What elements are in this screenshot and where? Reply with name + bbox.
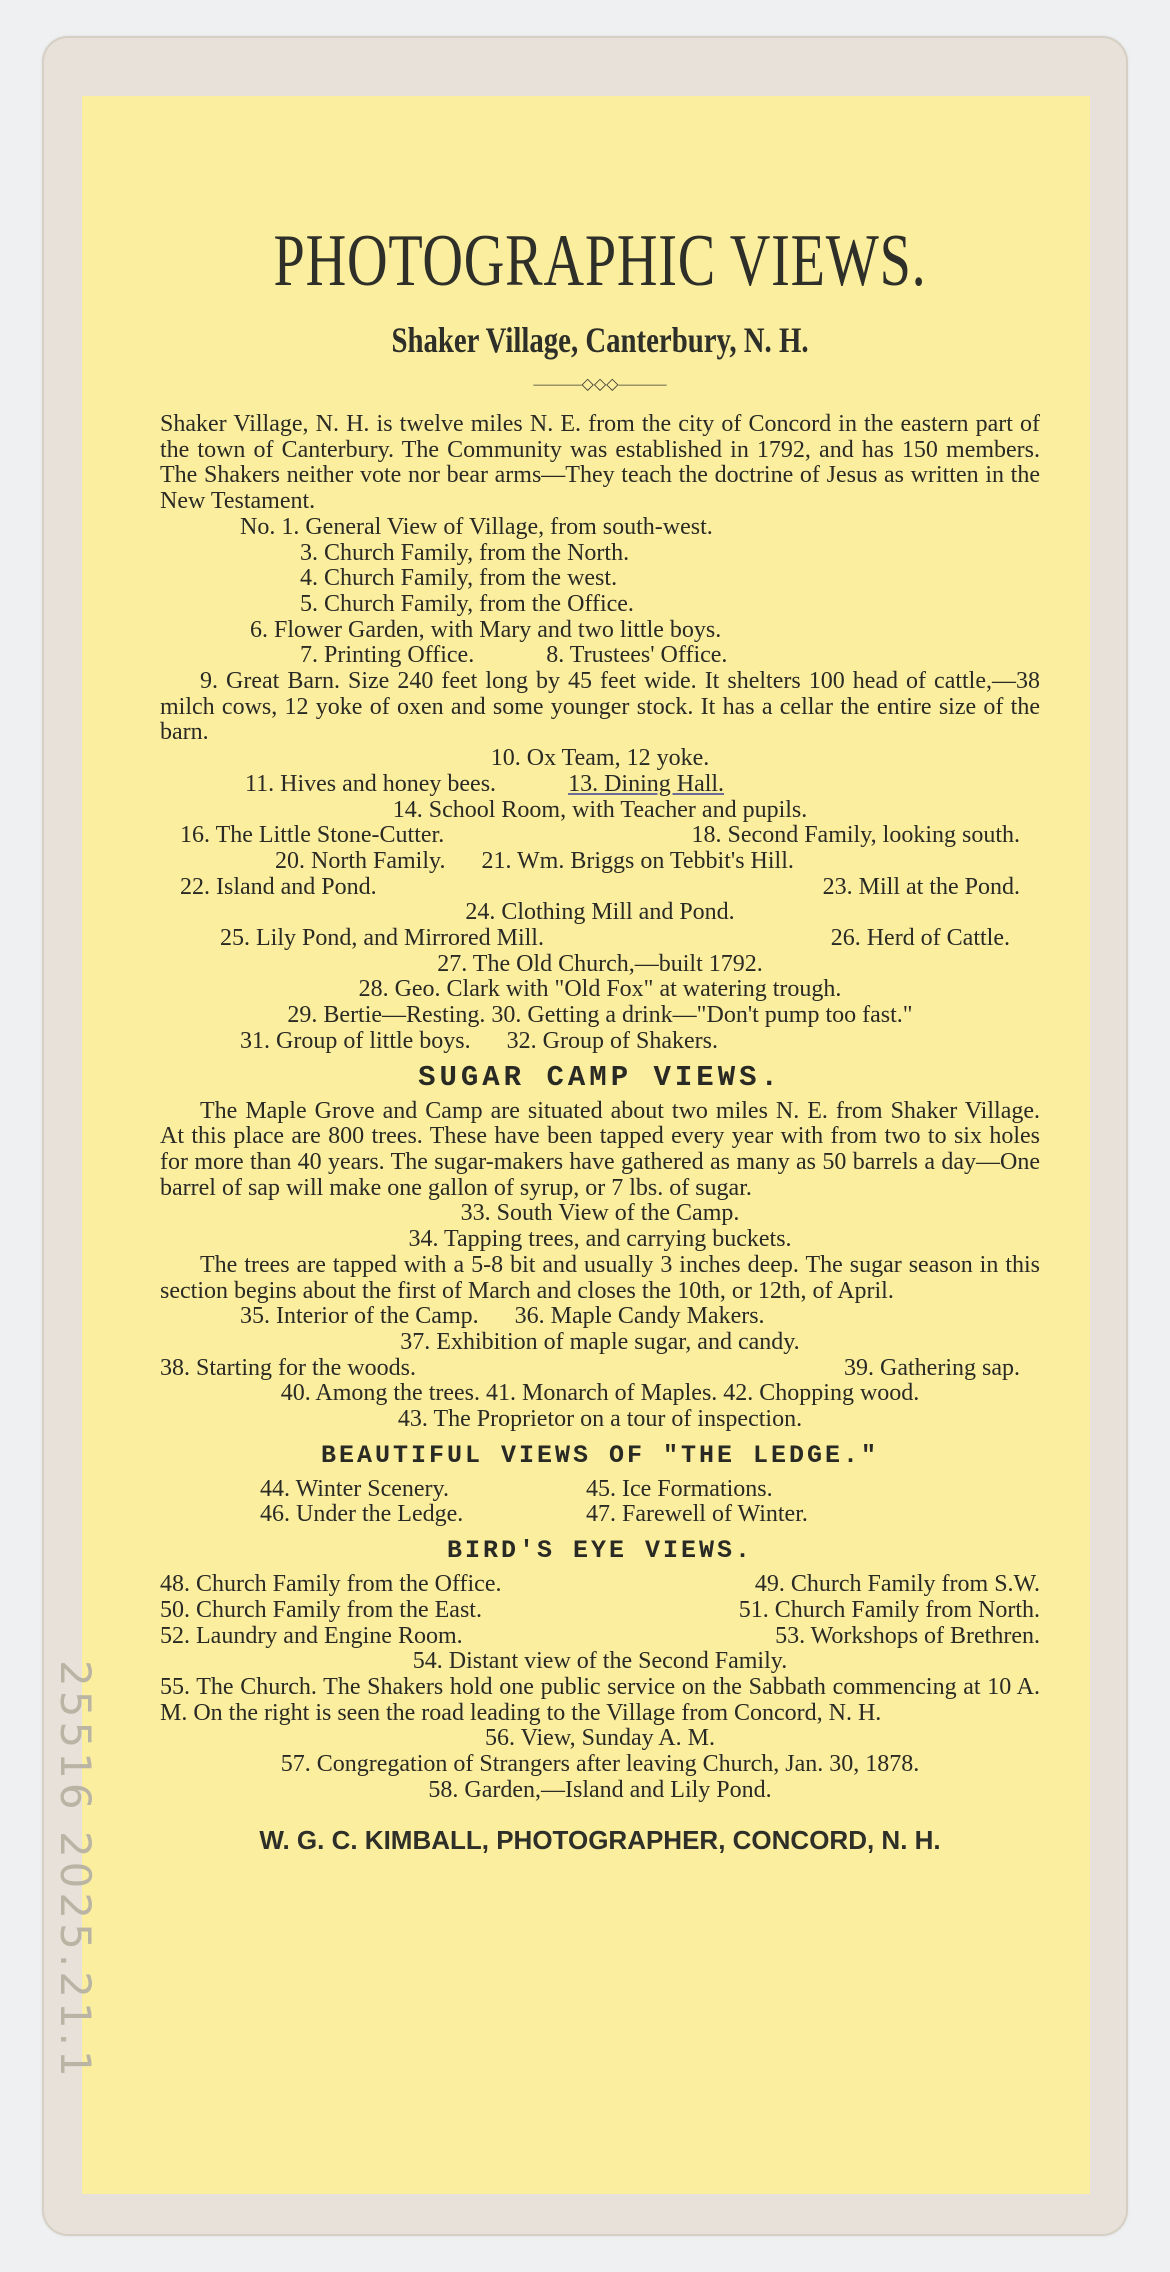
view-9: 9. Great Barn. Size 240 feet long by 45 feet wide. It shelters 100 head of cattle,—38 milch cows, 12 yoke of oxen and some younger stock. It has a cellar the entire size of the barn.: [160, 668, 1040, 746]
view-51: 51. Church Family from North.: [738, 1596, 1040, 1623]
view-53: 53. Workshops of Brethren.: [775, 1622, 1040, 1649]
view-55: 55. The Church. The Shakers hold one public service on the Sabbath commencing at 10 A. M. On the right is seen the road leading to the Village from Concord, N. H.: [160, 1673, 1040, 1726]
sugar-season-note: The trees are tapped with a 5-8 bit and usually 3 inches deep. The sugar season in this section begins about the first of March and closes the 10th, or 12th, of April.: [160, 1251, 1040, 1304]
view-28: 28. Geo. Clark with "Old Fox" at watering trough.: [358, 976, 842, 1003]
sugar-intro: The Maple Grove and Camp are situated about two miles N. E. from Shaker Village. At this place are 800 trees. These have been tapped every year with from two to six holes for more than 40 years. The sugar-makers have gathered as many as 50 barrels a day—One barrel of sap will make one gallon of syrup, or 7 lbs. of sugar.: [160, 1097, 1040, 1201]
card-text: [160, 218, 1040, 1857]
view-5: 5. Church Family, from the Office.: [300, 590, 634, 617]
intro-paragraph: Shaker Village, N. H. is twelve miles N. E. from the city of Concord in the eastern part of the town of Canterbury. The Community was established in 1792, and has 150 members. The Shakers neither vote nor bear arms—They teach the doctrine of Jesus as written in the New Testament.: [160, 411, 1040, 515]
view-44-45: [160, 1477, 1040, 1503]
view-11-13: [160, 772, 1040, 798]
view-33: 33. South View of the Camp.: [460, 1200, 740, 1227]
view-13: 13. Dining Hall.: [568, 770, 725, 797]
view-50-51: [160, 1598, 1040, 1624]
view-20-21: [160, 849, 1040, 875]
view-46: 46. Under the Ledge.: [260, 1501, 464, 1528]
view-35: 35. Interior of the Camp.: [240, 1303, 479, 1330]
view-57: 57. Congregation of Strangers after leaving Church, Jan. 30, 1878.: [280, 1751, 920, 1778]
view-34: 34. Tapping trees, and carrying buckets.: [408, 1226, 792, 1253]
view-20: 20. North Family.: [275, 847, 446, 874]
view-21: 21. Wm. Briggs on Tebbit's Hill.: [481, 847, 794, 874]
view-16-18: [160, 823, 1040, 849]
view-39: 39. Gathering sap.: [844, 1354, 1020, 1381]
view-44: 44. Winter Scenery.: [260, 1475, 449, 1502]
view-54: 54. Distant view of the Second Family.: [412, 1648, 788, 1675]
view-16: 16. The Little Stone-Cutter.: [180, 822, 445, 849]
view-52: 52. Laundry and Engine Room.: [160, 1622, 463, 1649]
view-4: 4. Church Family, from the west.: [300, 565, 618, 592]
view-23: 23. Mill at the Pond.: [822, 873, 1020, 900]
page-title: PHOTOGRAPHIC VIEWS.: [273, 220, 927, 302]
page-subtitle: Shaker Village, Canterbury, N. H.: [391, 320, 809, 360]
view-25: 25. Lily Pond, and Mirrored Mill.: [220, 925, 544, 952]
view-8: 8. Trustees' Office.: [546, 642, 728, 669]
view-29-30: 29. Bertie—Resting. 30. Getting a drink—"Don't pump too fast.": [287, 1002, 913, 1029]
view-38: 38. Starting for the woods.: [160, 1354, 416, 1381]
view-32: 32. Group of Shakers.: [506, 1027, 718, 1054]
view-7-8: [160, 643, 1040, 669]
view-27: 27. The Old Church,—built 1792.: [437, 950, 763, 977]
sugar-camp-heading: SUGAR CAMP VIEWS.: [418, 1060, 782, 1094]
view-46-47: [160, 1502, 1040, 1528]
view-31-32: [160, 1029, 1040, 1055]
view-1: No. 1. General View of Village, from south-west.: [240, 513, 713, 540]
view-26: 26. Herd of Cattle.: [830, 925, 1010, 952]
view-50: 50. Church Family from the East.: [160, 1596, 482, 1623]
view-6: 6. Flower Garden, with Mary and two little boys.: [250, 616, 722, 643]
ornament-divider: ———◇◇◇———: [533, 376, 667, 393]
view-48: 48. Church Family from the Office.: [160, 1571, 502, 1598]
view-22: 22. Island and Pond.: [180, 873, 377, 900]
archive-number: 25516 2025.21.1: [51, 1660, 100, 2081]
view-18: 18. Second Family, looking south.: [691, 822, 1020, 849]
birds-eye-heading: BIRD'S EYE VIEWS.: [446, 1536, 754, 1566]
view-56: 56. View, Sunday A. M.: [485, 1725, 715, 1752]
view-47: 47. Farewell of Winter.: [586, 1501, 808, 1528]
view-31: 31. Group of little boys.: [240, 1027, 471, 1054]
view-37: 37. Exhibition of maple sugar, and candy.: [400, 1328, 800, 1355]
ledge-heading: BEAUTIFUL VIEWS OF "THE LEDGE.": [320, 1440, 880, 1470]
view-38-39: [160, 1356, 1040, 1382]
view-48-49: [160, 1572, 1040, 1598]
view-45: 45. Ice Formations.: [586, 1475, 773, 1502]
view-22-23: [160, 875, 1040, 901]
view-43: 43. The Proprietor on a tour of inspection.: [397, 1406, 803, 1433]
photographer-credit: W. G. C. KIMBALL, PHOTOGRAPHER, CONCORD, N. H.: [259, 1825, 941, 1856]
view-7: 7. Printing Office.: [300, 642, 475, 669]
view-36: 36. Maple Candy Makers.: [514, 1303, 765, 1330]
view-49: 49. Church Family from S.W.: [754, 1571, 1040, 1598]
view-25-26: [160, 926, 1040, 952]
view-14: 14. School Room, with Teacher and pupils.: [392, 796, 808, 823]
view-3: 3. Church Family, from the North.: [300, 539, 630, 566]
view-52-53: [160, 1624, 1040, 1650]
view-24: 24. Clothing Mill and Pond.: [465, 899, 735, 926]
view-35-36: [160, 1304, 1040, 1330]
view-11: 11. Hives and honey bees.: [245, 770, 497, 797]
view-58: 58. Garden,—Island and Lily Pond.: [428, 1776, 772, 1803]
view-40-42: 40. Among the trees. 41. Monarch of Maples. 42. Chopping wood.: [280, 1380, 920, 1407]
view-10: 10. Ox Team, 12 yoke.: [490, 745, 710, 772]
